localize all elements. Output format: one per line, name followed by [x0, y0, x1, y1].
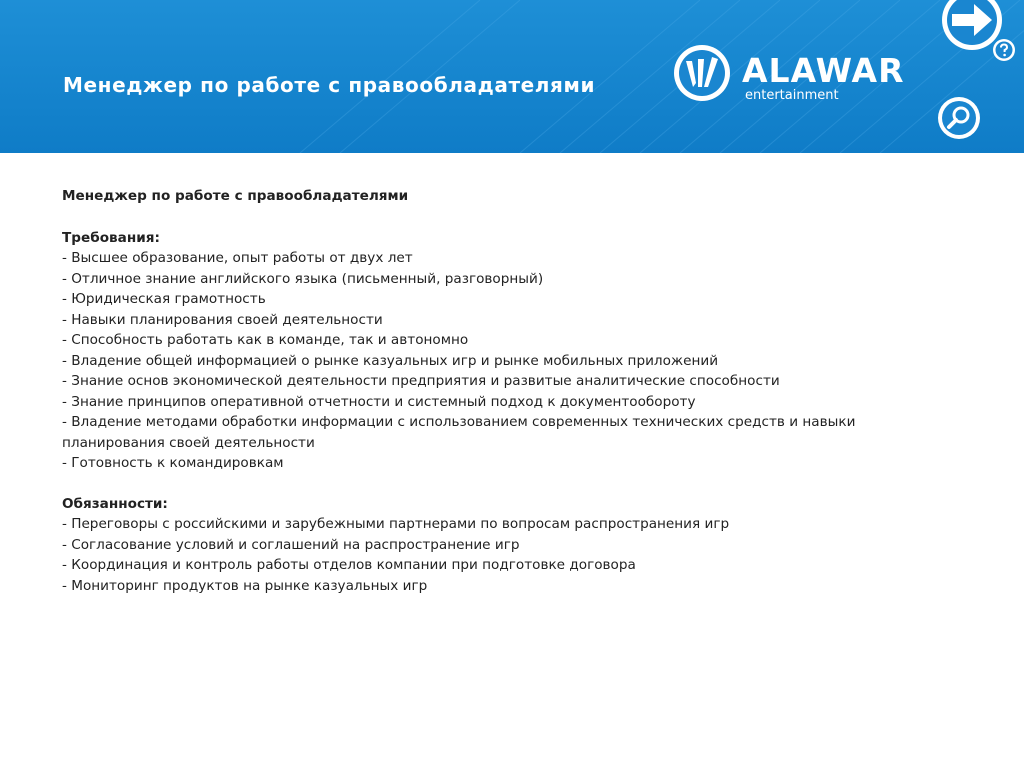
list-item: - Отличное знание английского языка (письменный, разговорный): [62, 270, 544, 287]
list-item: - Мониторинг продуктов на рынке казуальных игр: [62, 577, 428, 594]
list-item: - Знание основ экономической деятельности предприятия и развитые аналитические способности: [62, 373, 780, 389]
logo-subtitle: entertainment: [745, 88, 839, 103]
page-title: Менеджер по работе с правообладателями: [63, 73, 596, 97]
duties-section: [62, 494, 962, 597]
vacancy-heading: Менеджер по работе с правообладателями: [62, 188, 409, 204]
list-item: - Высшее образование, опыт работы от двух лет: [62, 250, 413, 266]
list-item: - Переговоры с российскими и зарубежными партнерами по вопросам распространения игр: [62, 516, 730, 532]
list-item: - Юридическая грамотность: [62, 291, 266, 307]
list-item: - Готовность к командировкам: [62, 455, 284, 471]
list-item: - Способность работать как в команде, так и автономно: [62, 332, 469, 348]
list-item: - Знание принципов оперативной отчетности и системный подход к документообороту: [62, 393, 696, 410]
duties-title: Обязанности:: [62, 495, 168, 512]
magnifier-icon[interactable]: [936, 96, 982, 140]
logo-name: ALAWAR: [742, 51, 905, 90]
list-item: - Навыки планирования своей деятельности: [62, 311, 383, 328]
requirements-section: [62, 228, 962, 474]
list-item: - Владение общей информацией о рынке казуальных игр и рынке мобильных приложений: [62, 352, 719, 369]
header-banner: [0, 0, 1024, 153]
requirements-title: Требования:: [62, 229, 160, 246]
list-item: - Владение методами обработки информации с использованием современных технических средств и навыки планирования своей деятельности: [62, 414, 856, 451]
list-item: - Координация и контроль работы отделов компании при подготовке договора: [62, 557, 636, 573]
list-item: - Согласование условий и соглашений на распространение игр: [62, 536, 520, 553]
vacancy-description: [62, 186, 962, 616]
question-icon[interactable]: [992, 38, 1016, 62]
alawar-w-logo-icon: [672, 43, 732, 103]
